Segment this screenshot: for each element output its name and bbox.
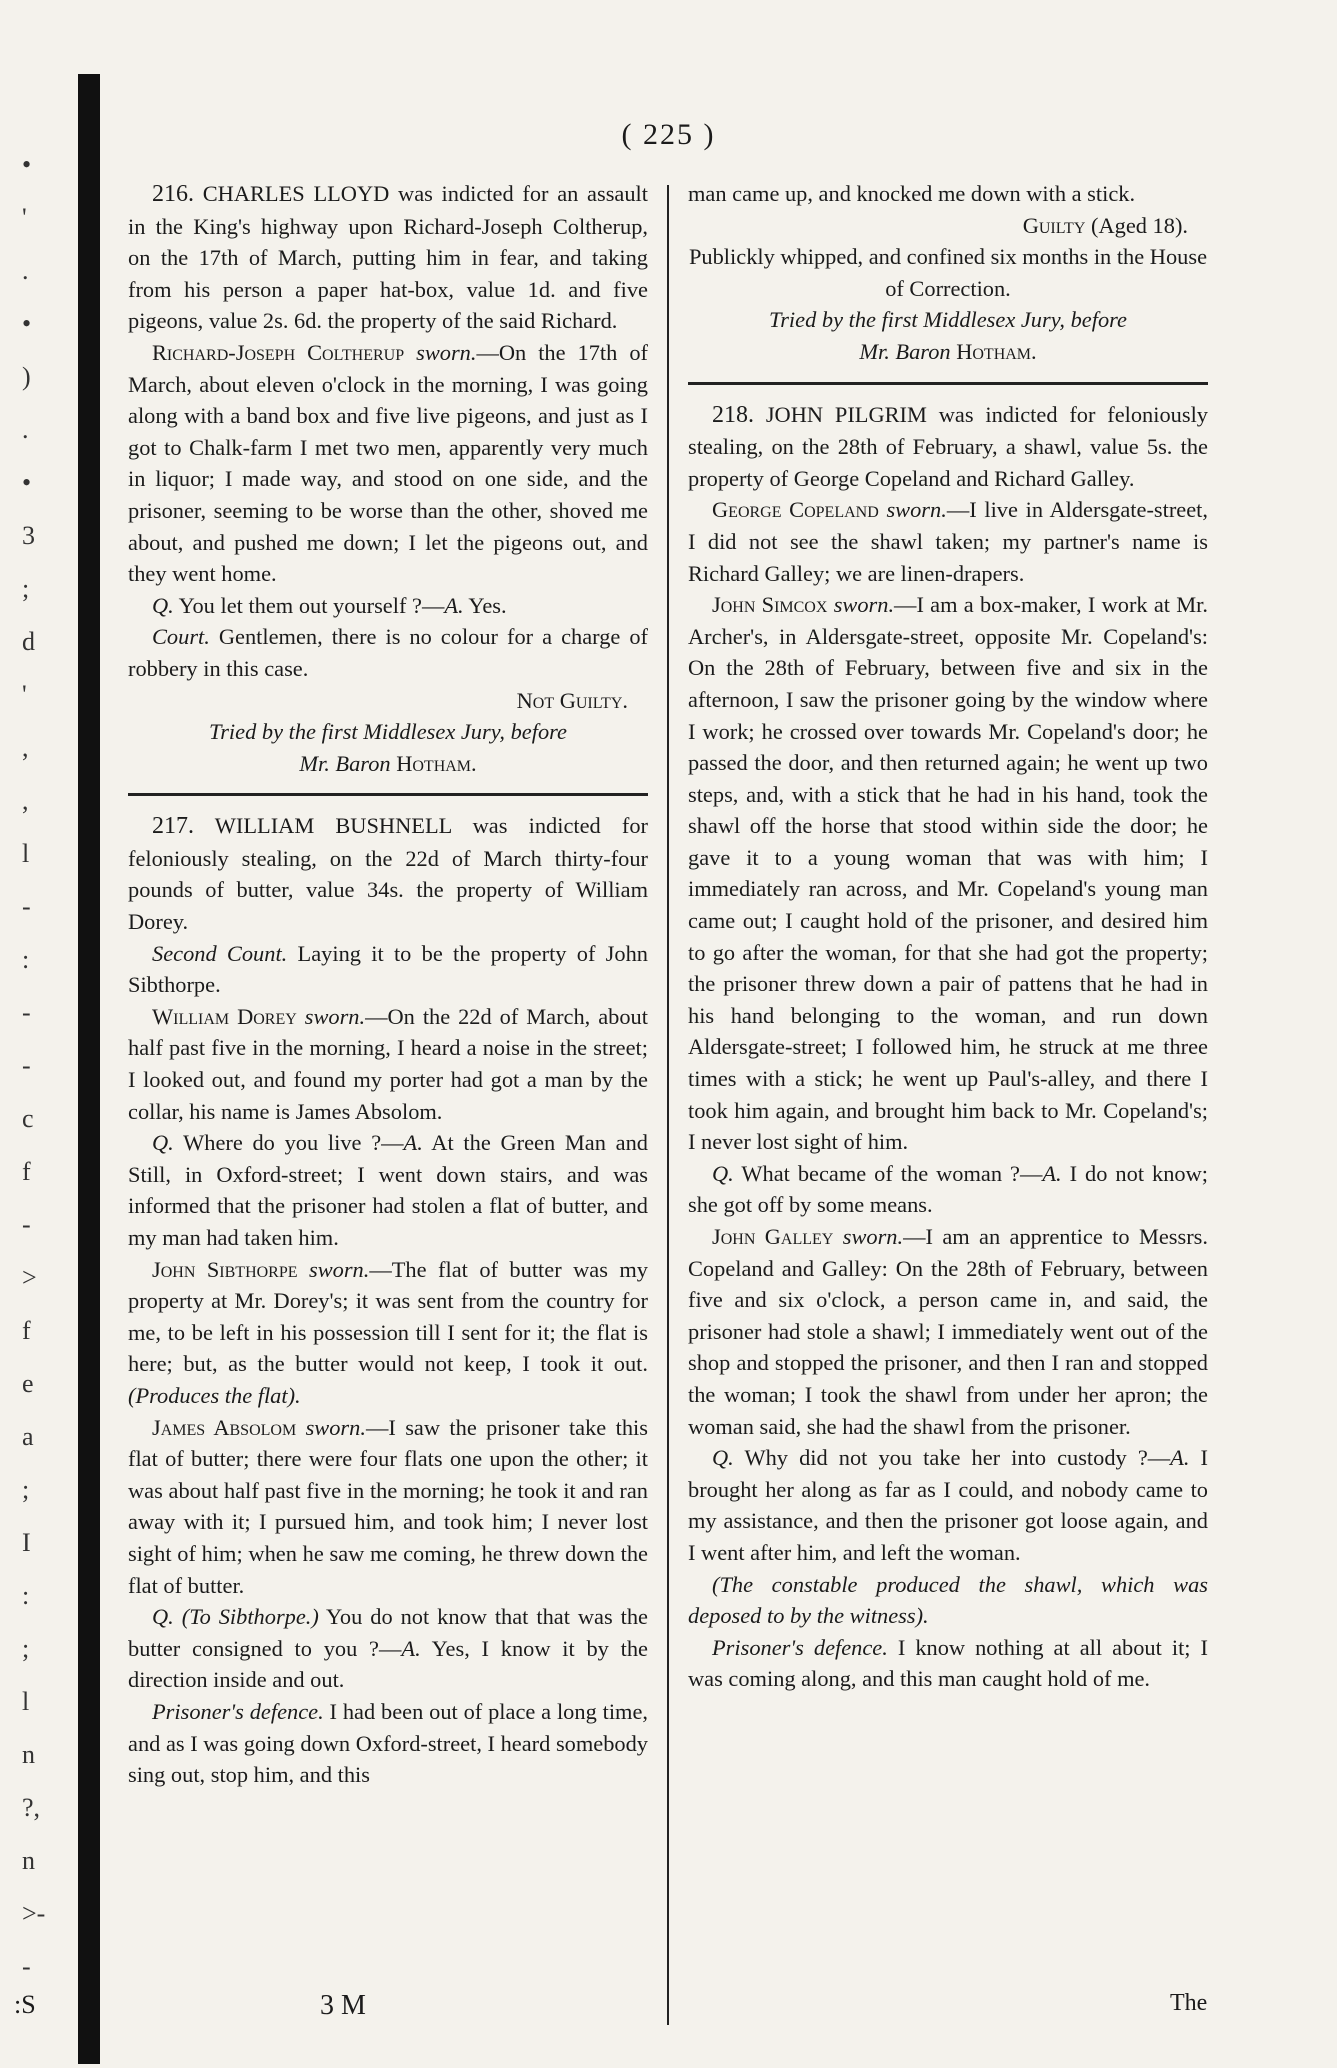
continued-defence: man came up, and knocked me down with a stick. [688, 181, 1136, 206]
gutter-fragment: ; [22, 1634, 30, 1663]
witness-name: John Galley [712, 1224, 834, 1249]
indictment-text: was indicted for feloniously stealing, on the 22d of March thirty-four pounds of butter, value 34s. the property of William Dorey. [128, 813, 648, 935]
question [688, 1442, 1208, 1568]
court-remark [128, 621, 648, 684]
sworn-label: sworn. [833, 592, 895, 618]
gutter-fragment: • [22, 309, 32, 338]
witness-name: Richard-Joseph Coltherup [152, 339, 405, 365]
gutter-fragment: - [22, 1952, 31, 1981]
case-separator [128, 793, 648, 796]
question-mark: Q. [152, 1130, 174, 1156]
answer-text: Yes, I know it by the direction inside and out. [128, 1635, 648, 1693]
testimony [688, 1221, 1208, 1442]
gutter-fragment: . [22, 256, 29, 285]
gutter-fragment: n [22, 1846, 35, 1875]
testimony [128, 1254, 648, 1412]
gutter-fragment: • [22, 150, 32, 179]
second-count-label: Second Count. [152, 940, 288, 966]
case-number: 218. [712, 401, 754, 428]
answer-mark: A. [1042, 1160, 1062, 1186]
defence-label: Prisoner's defence. [712, 1634, 888, 1660]
testimony [128, 1412, 648, 1602]
case-separator [688, 382, 1208, 385]
gutter-fragment: , [22, 786, 29, 815]
gutter-fragment: - [22, 892, 31, 921]
gutter-fragment: 3 [22, 521, 35, 550]
testimony-text: —I am an apprentice to Messrs. Copeland and Galley: On the 28th of February, between five and six o'clock, a person came in, and said, the prisoner had stole a shawl; I immediately went out of the shop and stopped the prisoner, and then I ran and stopped the woman; I took the shawl from under her apron; the woman said, she had the shawl from the prisoner. [688, 1224, 1208, 1439]
gutter-fragment: : [22, 945, 30, 974]
judge-title: Mr. Baron [299, 750, 391, 776]
gutter-fragment: ; [22, 574, 30, 603]
indictment-text: was indicted for an assault in the King's highway upon Richard-Joseph Coltherup, on the 17th of March, putting him in fear, and taking from his person a paper hat-box, value 1d. and five pigeons, value 2s. 6d. the property of the said Richard. [128, 181, 648, 334]
witness-name: James Absolom [152, 1414, 297, 1440]
gutter-bleed-through [0, 150, 60, 2050]
question-text: Where do you live ?— [183, 1130, 404, 1156]
witness-name: John Simcox [712, 592, 828, 618]
question-text: What became of the woman ?— [741, 1160, 1043, 1186]
question-mark: Q. [152, 1604, 174, 1630]
gutter-fragment: : [22, 1581, 30, 1610]
gutter-fragment: a [22, 1422, 34, 1451]
gutter-fragment: f [22, 1316, 31, 1345]
gutter-fragment: ?, [22, 1793, 41, 1822]
question-addressee: (To Sibthorpe.) [181, 1604, 319, 1630]
case-number: 217. [152, 813, 194, 840]
case-217-indictment [128, 810, 648, 937]
court-label: Court. [152, 624, 210, 650]
testimony-text: —On the 17th of March, about eleven o'clock in the morning, I was going along with a band box and five live pigeons, and just as I got to Chalk-farm I met two men, apparently very much in liquor; I made way, and stood on one side, and the prisoner, seeming to be worse than the other, shoved me about, and pushed me down; I let the pigeons out, and they went home. [128, 339, 648, 587]
prisoner-defence [688, 1632, 1208, 1695]
binding-shadow [78, 74, 100, 2064]
question-mark: Q. [152, 592, 174, 618]
stage-note: (The constable produced the shawl, which was deposed to by the witness). [688, 1571, 1208, 1629]
question-text: You do not know that that was the butter consigned to you ?— [128, 1604, 648, 1661]
indictment-text: was indicted for feloniously stealing, on the 28th of February, a shawl, value 5s. the property of George Copeland and Richard Galley. [688, 401, 1208, 491]
answer-mark: A. [1170, 1445, 1190, 1471]
answer-text: I brought her along as far as I could, and nobody came to my assistance, and then the prisoner got loose again, and I went after him, and left the woman. [688, 1445, 1208, 1565]
gutter-fragment: e [22, 1369, 34, 1398]
page-header: ( 225 ) [621, 118, 716, 151]
gutter-fragment: ' [22, 203, 27, 232]
question-mark: Q. [712, 1445, 734, 1471]
answer-mark: A. [403, 1130, 423, 1156]
defendant-age: (Aged 18). [1091, 212, 1188, 238]
tried-by-line-1: Tried by the first Middlesex Jury, before [209, 719, 567, 745]
judge-name: Hotham. [396, 750, 477, 776]
gutter-fragment: , [22, 733, 29, 762]
left-column [128, 178, 648, 1791]
margin-fragment: :S [14, 1990, 36, 2019]
testimony-text: —The flat of butter was my property at Mr. Dorey's; it was sent from the country for me, to be left in his possession till I sent for it; the flat is here; but, as the butter would not keep, I took it out. [128, 1256, 649, 1377]
witness-name: William Dorey [152, 1003, 297, 1029]
tried-by-line-2 [128, 748, 648, 780]
gutter-fragment: ; [22, 1475, 30, 1504]
second-count-text: Laying it to be the property of John Sibthorpe. [128, 940, 648, 998]
gutter-fragment: - [22, 1051, 31, 1080]
gutter-fragment: > [22, 1263, 37, 1292]
gutter-fragment: ' [22, 680, 27, 709]
judge-title: Mr. Baron [859, 338, 951, 364]
sworn-label: sworn. [304, 1003, 366, 1029]
case-number: 216. [152, 181, 194, 207]
verdict-text: Guilty [1022, 212, 1086, 238]
gutter-fragment: l [22, 1687, 30, 1716]
sworn-label: sworn. [309, 1256, 370, 1282]
testimony [128, 337, 648, 590]
testimony-text: —I am a box-maker, I work at Mr. Archer's, in Aldersgate-street, opposite Mr. Copeland's: On the 28th of February, between five and six in the afternoon, I saw the prisoner going by the window where I work; he crossed over towards Mr. Copeland's door; he passed the door, and then returned again; he went up two steps, and, with a stick that he had in his hand, took the shawl off the horse that stood within side the door; he gave it to a young woman that was with him; I immediately ran across, and Mr. Copeland's young man came out; I caught hold of the prisoner, and desired him to go after the woman, for that she had got the property; the prisoner threw down a pair of pattens that he had in his hand belonging to the woman, and run down Aldersgate-street; I followed him, he struck at me three times with a stick; he went up Paul's-alley, and there I took him again, and brought him back to Mr. Copeland's; I never lost sight of him. [688, 592, 1208, 1155]
question [128, 1127, 648, 1253]
gutter-fragment: >- [22, 1899, 46, 1928]
sworn-label: sworn. [305, 1414, 366, 1440]
defence-text: I had been out of place a long time, and as I was going down Oxford-street, I heard somebody sing out, stop him, and this [128, 1698, 648, 1788]
question [128, 1601, 648, 1696]
testimony [128, 1001, 648, 1127]
gutter-fragment: l [22, 839, 30, 868]
answer-text: I do not know; she got off by some means. [688, 1160, 1208, 1218]
judge-name: Hotham. [956, 338, 1037, 364]
answer-mark: A. [444, 592, 464, 618]
gutter-fragment: ) [22, 362, 31, 391]
witness-name: John Sibthorpe [152, 1256, 298, 1282]
verdict: Not Guilty. [516, 687, 628, 713]
gutter-fragment: - [22, 1210, 31, 1239]
second-count [128, 938, 648, 1001]
testimony [688, 494, 1208, 589]
sworn-label: sworn. [886, 497, 947, 523]
question [688, 1158, 1208, 1221]
sentence: Publickly whipped, and confined six months in the House of Correction. [688, 244, 1208, 301]
defence-label: Prisoner's defence. [152, 1698, 324, 1724]
defence-text: I know nothing at all about it; I was coming along, and this man caught hold of me. [688, 1634, 1208, 1692]
testimony-text: —I live in Aldersgate-street, I did not see the shawl taken; my partner's name is Richard Galley; we are linen-drapers. [688, 497, 1208, 586]
tried-by-line-2 [688, 336, 1208, 368]
column-divider [667, 185, 669, 2025]
question-mark: Q. [712, 1160, 734, 1186]
stage-note: (Produces the flat). [128, 1382, 301, 1408]
answer-text: At the Green Man and Still, in Oxford-street; I went down stairs, and was informed that the prisoner had stolen a flat of butter, and my man had taken him. [128, 1130, 648, 1250]
question-text: You let them out yourself ?— [178, 592, 445, 618]
gutter-fragment: f [22, 1157, 31, 1186]
tried-by-line-1: Tried by the first Middlesex Jury, before [769, 307, 1127, 333]
witness-name: George Copeland [712, 497, 879, 523]
right-column [688, 178, 1208, 1695]
sworn-label: sworn. [842, 1224, 904, 1249]
verdict [688, 210, 1208, 242]
gutter-fragment: • [22, 468, 32, 497]
court-text: Gentlemen, there is no colour for a charge of robbery in this case. [128, 624, 648, 681]
testimony-text: —I saw the prisoner take this flat of butter; there were four flats one upon the other; it was about half past five in the morning; he took it and ran away with it; I pursued him, and took him; I never lost sight of him; when he saw me coming, he threw down the flat of butter. [128, 1414, 648, 1598]
gutter-fragment: I [22, 1528, 31, 1557]
gutter-fragment: . [22, 415, 29, 444]
answer-mark: A. [401, 1635, 421, 1661]
testimony-text: —On the 22d of March, about half past five in the morning, I heard a noise in the street; I looked out, and found my porter had got a man by the collar, his name is James Absolom. [128, 1003, 648, 1124]
sworn-label: sworn. [416, 339, 477, 365]
gutter-fragment: d [22, 627, 35, 656]
defendant-name: JOHN PILGRIM [765, 401, 927, 427]
question [128, 590, 648, 622]
defendant-name: WILLIAM BUSHNELL [214, 813, 452, 839]
catchword: The [1170, 1990, 1208, 2016]
question-text: Why did not you take her into custody ?— [744, 1445, 1171, 1471]
case-218-indictment [688, 399, 1208, 495]
testimony [688, 589, 1208, 1158]
prisoner-defence [128, 1696, 648, 1791]
case-216-indictment [128, 178, 648, 337]
defendant-name: CHARLES LLOYD [202, 181, 390, 206]
signature-mark: 3 M [320, 1990, 366, 2021]
gutter-fragment: - [22, 998, 31, 1027]
gutter-fragment: n [22, 1740, 35, 1769]
gutter-fragment: c [22, 1104, 34, 1133]
answer-text: Yes. [468, 592, 507, 618]
